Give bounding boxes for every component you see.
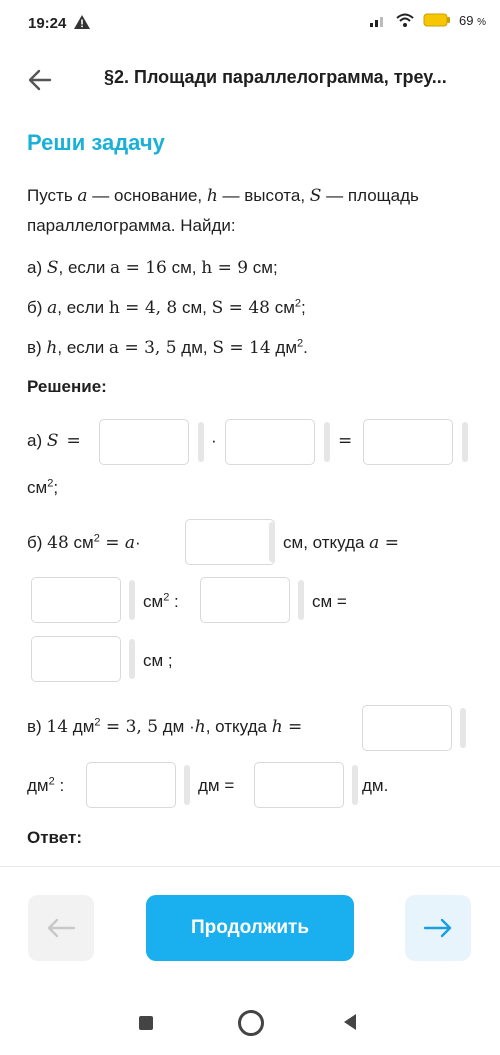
status-time: 19:24	[28, 15, 67, 32]
equals-sign: =	[338, 431, 353, 451]
unit-label: дм =	[198, 776, 235, 795]
divider	[0, 866, 500, 867]
system-back-icon[interactable]	[342, 1013, 358, 1031]
battery-percent: 69 %	[459, 12, 486, 28]
system-nav-bar	[0, 1000, 500, 1055]
answer-label: Ответ:	[27, 828, 82, 847]
input-handle	[462, 422, 468, 462]
input-handle	[298, 580, 304, 620]
prev-button[interactable]	[28, 895, 94, 961]
answer-input-c3[interactable]	[254, 762, 344, 808]
answer-input-b4[interactable]	[31, 636, 121, 682]
recents-button[interactable]	[139, 1016, 153, 1030]
answer-input-a3[interactable]	[363, 419, 453, 465]
continue-button[interactable]: Продолжить	[146, 895, 354, 961]
page-title: §2. Площади параллелограмма, треу...	[104, 67, 447, 87]
unit-label: $см^2$ :	[143, 591, 179, 611]
task-item-b: б) a, если h = 4, 8 см, S = 48 $см^2$;	[27, 297, 306, 318]
task-intro-line2: параллелограмма. Найди:	[27, 216, 236, 235]
answer-input-b1[interactable]	[185, 519, 275, 565]
input-handle	[129, 580, 135, 620]
solution-b-mid: см, откуда a =	[283, 533, 399, 553]
home-button[interactable]	[238, 1010, 264, 1036]
status-bar	[0, 0, 500, 50]
answer-input-b3[interactable]	[200, 577, 290, 623]
input-handle	[198, 422, 204, 462]
input-handle	[324, 422, 330, 462]
answer-input-a2[interactable]	[225, 419, 315, 465]
solution-a-prefix: а) S =	[27, 431, 81, 451]
battery-icon	[423, 13, 451, 27]
solution-c-prefix: в) 14 $дм^2 = 3$, 5 дм ·h, откуда h =	[27, 716, 303, 737]
input-handle	[184, 765, 190, 805]
unit-label: дм.	[362, 776, 389, 795]
input-handle	[460, 708, 466, 748]
solution-label: Решение:	[27, 377, 107, 396]
answer-input-a1[interactable]	[99, 419, 189, 465]
unit-label: $см^2$;	[27, 477, 59, 497]
answer-input-c2[interactable]	[86, 762, 176, 808]
task-item-c: в) h, если a = 3, 5 дм, S = 14 $дм^2$.	[27, 337, 308, 358]
task-item-a: а) S, если a = 16 см, h = 9 см;	[27, 258, 278, 278]
unit-label: $дм^2$ :	[27, 775, 65, 795]
input-handle	[269, 522, 275, 562]
arrow-right-icon	[423, 917, 453, 939]
next-button[interactable]	[405, 895, 471, 961]
answer-input-b2[interactable]	[31, 577, 121, 623]
mult-dot: ·	[211, 431, 217, 450]
back-arrow-icon[interactable]	[26, 66, 54, 94]
answer-input-c1[interactable]	[362, 705, 452, 751]
task-heading: Реши задачу	[27, 130, 165, 155]
input-handle	[129, 639, 135, 679]
header	[0, 58, 500, 102]
input-handle	[352, 765, 358, 805]
solution-b-prefix: б) 48 $см^2 = a\cdot$	[27, 532, 141, 553]
arrow-left-icon	[46, 917, 76, 939]
unit-label: см =	[312, 592, 347, 611]
task-intro-line1: Пусть a — основание, h — высота, S — площадь	[27, 186, 419, 206]
warning-icon	[73, 14, 91, 30]
wifi-icon	[395, 12, 415, 28]
signal-icon	[369, 12, 387, 28]
unit-label: см ;	[143, 651, 173, 670]
